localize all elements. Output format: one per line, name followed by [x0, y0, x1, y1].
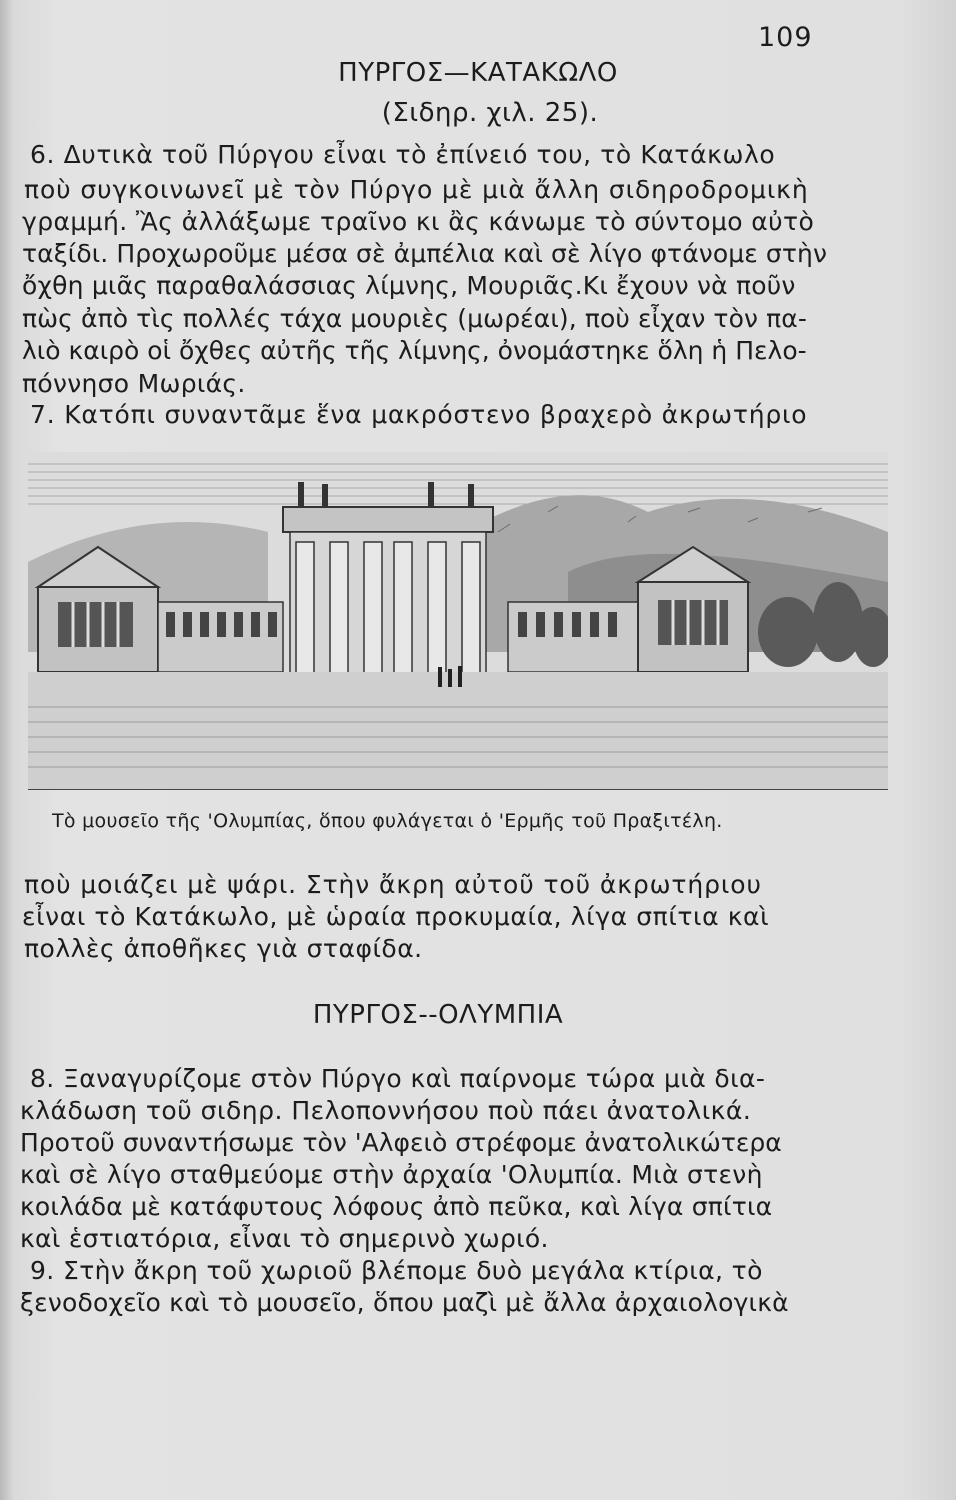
- page-number: 109: [758, 22, 813, 53]
- text-line: ξενοδοχεῖο καὶ τὸ μουσεῖο, ὅπου μαζὶ μὲ ἄλλα ἀρχαιολογικὰ: [20, 1288, 789, 1317]
- text-line: ποὺ μοιάζει μὲ ψάρι. Στὴν ἄκρη αὐτοῦ τοῦ ἀκρωτήριου: [24, 870, 762, 899]
- text-line: καὶ σὲ λίγο σταθμεύομε στὴν ἀρχαία 'Ολυμπία. Μιὰ στενὴ: [20, 1160, 763, 1189]
- text-line: πόννησο Μωριάς.: [22, 369, 246, 398]
- illustration-caption: Τὸ μουσεῖο τῆς 'Ολυμπίας, ὅπου φυλάγεται ὁ 'Ερμῆς τοῦ Πραξιτέλη.: [52, 810, 723, 832]
- text-line: κλάδωση τοῦ σιδηρ. Πελοποννήσου ποὺ πάει ἀνατολικά.: [20, 1096, 752, 1125]
- text-line: ταξίδι. Προχωροῦμε μέσα σὲ ἀμπέλια καὶ σὲ λίγο φτάνομε στὴν: [22, 239, 828, 268]
- museum-illustration: [28, 452, 888, 790]
- text-line: ὄχθη μιᾶς παραθαλάσσιας λίμνης, Μουριᾶς.Κι ἔχουν νὰ ποῦν: [22, 271, 796, 300]
- text-line: κοιλάδα μὲ κατάφυτους λόφους ἀπὸ πεῦκα, καὶ λίγα σπίτια: [20, 1192, 773, 1221]
- text-line: 9. Στὴν ἄκρη τοῦ χωριοῦ βλέπομε δυὸ μεγάλα κτίρια, τὸ: [30, 1256, 763, 1285]
- text-line: καὶ ἑστιατόρια, εἶναι τὸ σημερινὸ χωριό.: [20, 1224, 549, 1253]
- text-line: πὼς ἀπὸ τὶς πολλές τάχα μουριὲς (μωρέαι), ποὺ εἶχαν τὸν πα-: [22, 304, 807, 333]
- text-line: γραμμή. Ἂς ἀλλάξωμε τραῖνο κι ἂς κάνωμε τὸ σύντομο αὐτὸ: [22, 207, 815, 236]
- section-subheading: (Σιδηρ. χιλ. 25).: [381, 98, 599, 128]
- text-line: 7. Κατόπι συναντᾶμε ἕνα μακρόστενο βραχερὸ ἀκρωτήριο: [30, 400, 808, 429]
- text-line: 8. Ξαναγυρίζομε στὸν Πύργο καὶ παίρνομε τώρα μιὰ δια-: [30, 1064, 766, 1093]
- text-line: ποὺ συγκοινωνεῖ μὲ τὸν Πύργο μὲ μιὰ ἄλλη σιδηροδρομικὴ: [24, 175, 809, 204]
- text-line: λιὸ καιρὸ οἱ ὄχθες αὐτῆς τῆς λίμνης, ὀνομάστηκε ὅλη ἡ Πελο-: [22, 336, 807, 365]
- text-line: πολλὲς ἀποθῆκες γιὰ σταφίδα.: [24, 934, 423, 963]
- section-heading-pyrgos-olympia: ΠΥΡΓΟΣ--ΟΛΥΜΠΙΑ: [312, 1000, 564, 1030]
- section-heading-pyrgos-katakolo: ΠΥΡΓΟΣ—ΚΑΤΑΚΩΛΟ: [338, 58, 618, 88]
- text-line: Προτοῦ συναντήσωμε τὸν 'Αλφειὸ στρέφομε ἀνατολικώτερα: [20, 1128, 782, 1157]
- text-line: εἶναι τὸ Κατάκωλο, μὲ ὡραία προκυμαία, λίγα σπίτια καὶ: [22, 902, 770, 931]
- text-line: 6. Δυτικὰ τοῦ Πύργου εἶναι τὸ ἐπίνειό του, τὸ Κατάκωλο: [30, 140, 776, 169]
